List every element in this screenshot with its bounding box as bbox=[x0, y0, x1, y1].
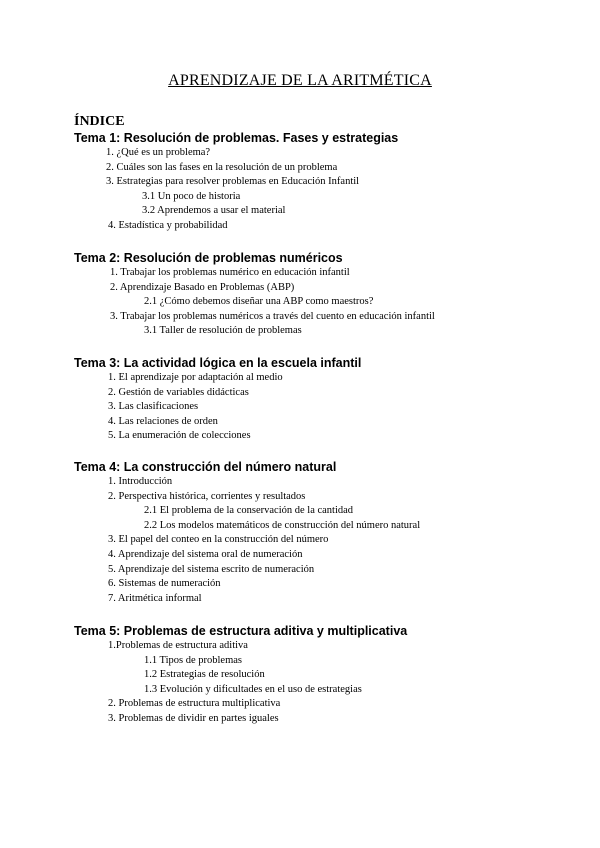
tema-1-subitem: 3.1 Un poco de historia bbox=[142, 190, 241, 202]
tema-1-item: 4. Estadística y probabilidad bbox=[108, 219, 228, 231]
tema-4-heading: Tema 4: La construcción del número natural bbox=[74, 460, 337, 474]
document-title: APRENDIZAJE DE LA ARITMÉTICA bbox=[168, 72, 432, 89]
tema-3-item: 3. Las clasificaciones bbox=[108, 401, 199, 413]
tema-4-item: 1. Introducción bbox=[108, 476, 173, 487]
tema-2-heading: Tema 2: Resolución de problemas numéricos bbox=[74, 251, 343, 265]
tema-2-subitem: 2.1 ¿Cómo debemos diseñar una ABP como maestros? bbox=[144, 296, 374, 308]
tema-4-subitem: 2.1 El problema de la conservación de la cantidad bbox=[144, 505, 354, 517]
index-heading: ÍNDICE bbox=[74, 114, 125, 129]
tema-3-item: 5. La enumeración de colecciones bbox=[108, 430, 251, 442]
tema-2-item: 2. Aprendizaje Basado en Problemas (ABP) bbox=[110, 281, 295, 293]
tema-5-section bbox=[74, 623, 574, 727]
tema-1-item: 3. Estrategias para resolver problemas en Educación Infantil bbox=[106, 176, 360, 188]
tema-1-item: 2. Cuáles son las fases en la resolución de un problema bbox=[106, 161, 338, 173]
tema-1-subitem: 3.2 Aprendemos a usar el material bbox=[142, 205, 286, 217]
tema-1-heading: Tema 1: Resolución de problemas. Fases y estrategias bbox=[74, 131, 399, 145]
tema-1-section bbox=[74, 130, 574, 234]
tema-4-item: 5. Aprendizaje del sistema escrito de numeración bbox=[108, 563, 315, 575]
tema-4-item: 6. Sistemas de numeración bbox=[108, 578, 221, 590]
tema-4-section bbox=[74, 459, 574, 606]
tema-5-subitem: 1.3 Evolución y dificultades en el uso de estrategias bbox=[144, 683, 362, 695]
tema-5-subitem: 1.1 Tipos de problemas bbox=[144, 654, 243, 666]
tema-3-item: 2. Gestión de variables didácticas bbox=[108, 386, 249, 398]
tema-5-item: 3. Problemas de dividir en partes iguales bbox=[108, 712, 279, 724]
tema-4-subitem: 2.2 Los modelos matemáticos de construcción del número natural bbox=[144, 519, 421, 531]
tema-5-subitem: 1.2 Estrategias de resolución bbox=[144, 669, 265, 681]
tema-5-item: 1.Problemas de estructura aditiva bbox=[108, 640, 248, 651]
tema-1-item: 1. ¿Qué es un problema? bbox=[106, 147, 211, 158]
tema-2-section bbox=[74, 250, 574, 339]
tema-5-heading: Tema 5: Problemas de estructura aditiva y multiplicativa bbox=[74, 624, 408, 638]
tema-3-heading: Tema 3: La actividad lógica en la escuela infantil bbox=[74, 356, 362, 370]
tema-4-item: 4. Aprendizaje del sistema oral de numeración bbox=[108, 548, 303, 560]
tema-4-item: 2. Perspectiva histórica, corrientes y resultados bbox=[108, 490, 306, 502]
tema-3-item: 4. Las relaciones de orden bbox=[108, 415, 218, 427]
tema-4-item: 7. Aritmética informal bbox=[108, 592, 202, 604]
tema-3-item: 1. El aprendizaje por adaptación al medio bbox=[108, 372, 283, 383]
tema-3-section bbox=[74, 355, 574, 444]
tema-2-item: 3. Trabajar los problemas numéricos a través del cuento en educación infantil bbox=[110, 310, 435, 322]
tema-2-subitem: 3.1 Taller de resolución de problemas bbox=[144, 325, 302, 337]
tema-5-item: 2. Problemas de estructura multiplicativa bbox=[108, 698, 281, 710]
tema-4-item: 3. El papel del conteo en la construcción del número bbox=[108, 534, 329, 546]
tema-2-item: 1. Trabajar los problemas numérico en educación infantil bbox=[110, 267, 350, 278]
